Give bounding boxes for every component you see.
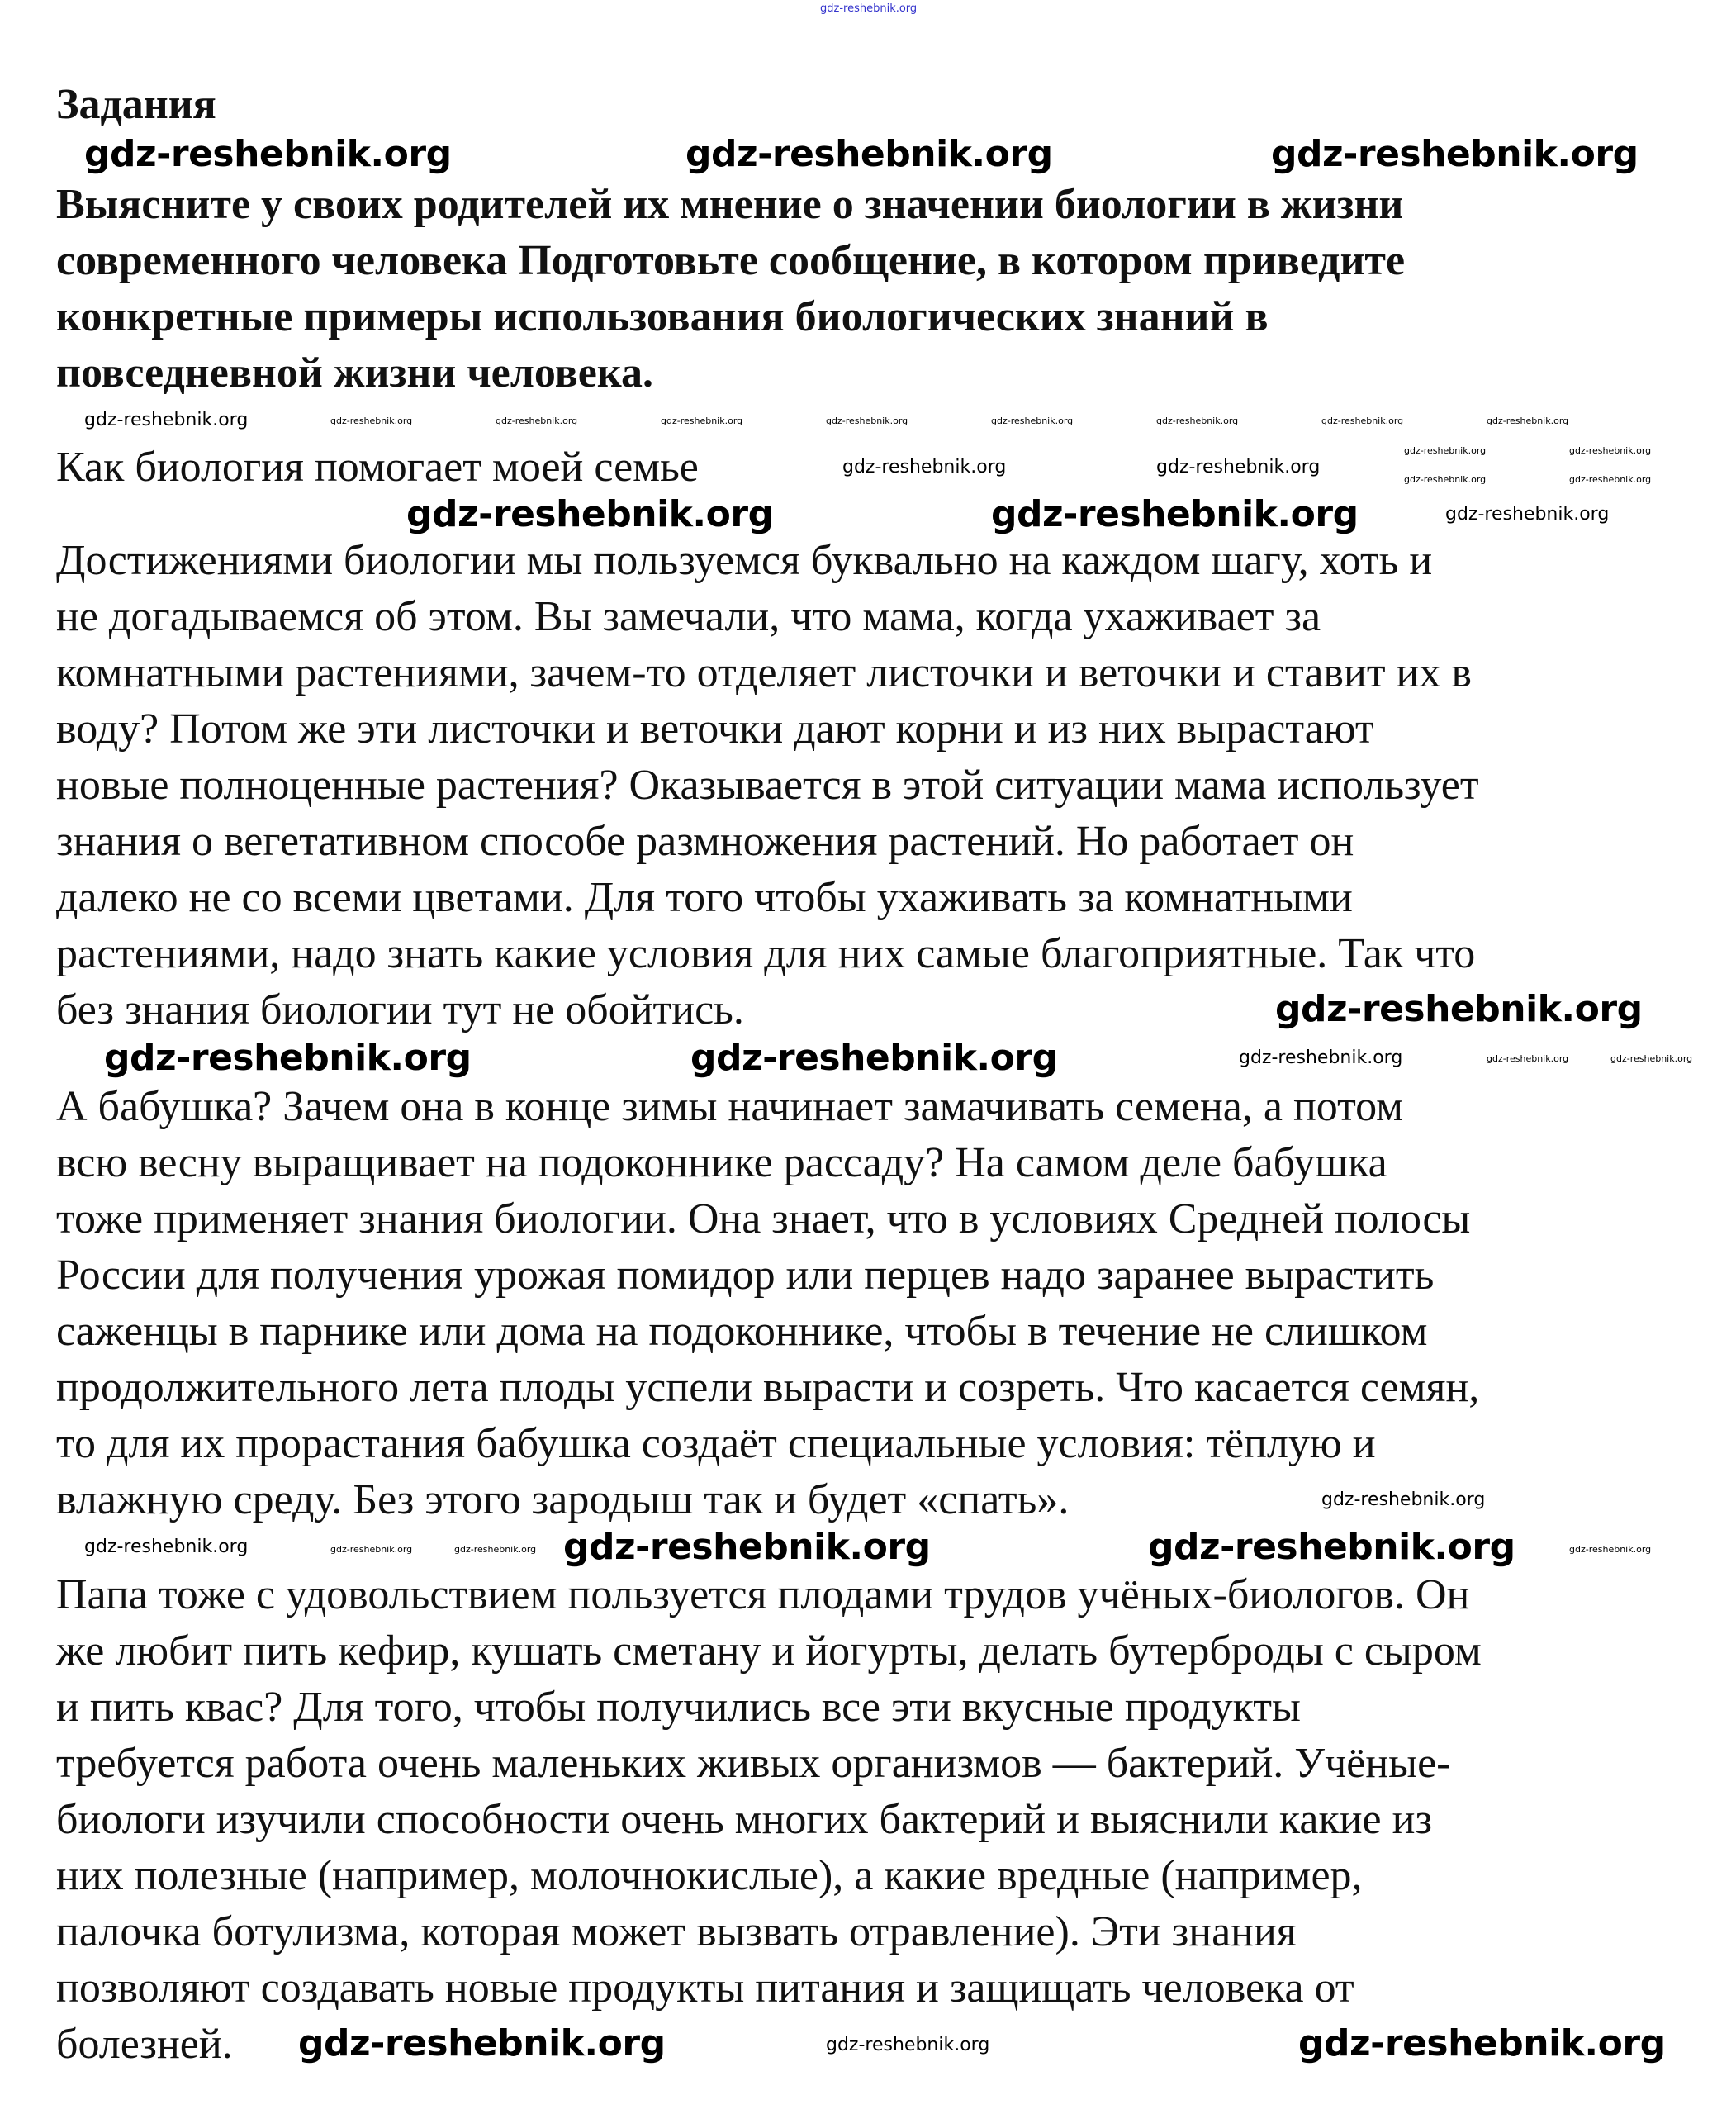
watermark: gdz-reshebnik.org — [1569, 474, 1652, 485]
text-line: палочка ботулизма, которая может вызвать отравление). Эти знания — [56, 1908, 1297, 1955]
watermark: gdz-reshebnik.org — [84, 133, 452, 175]
watermark: gdz-reshebnik.org — [1445, 504, 1610, 525]
text-line: и пить квас? Для того, чтобы получились все эти вкусные продукты — [56, 1684, 1301, 1731]
text-line: позволяют создавать новые продукты питания и защищать человека от — [56, 1964, 1354, 2012]
watermark: gdz-reshebnik.org — [1148, 1526, 1515, 1568]
text-line: растениями, надо знать какие условия для них самые благоприятные. Так что — [56, 930, 1476, 977]
text-line: биологи изучили способности очень многих бактерий и выяснили какие из — [56, 1796, 1432, 1843]
text-line: продолжительного лета плоды успели вырасти и созреть. Что касается семян, — [56, 1364, 1480, 1411]
text-line: требуется работа очень маленьких живых организмов — бактерий. Учёные- — [56, 1740, 1451, 1787]
task-line: Выясните у своих родителей их мнение о значении биологии в жизни — [56, 181, 1404, 228]
task-text — [56, 177, 1405, 401]
text-line: Достижениями биологии мы пользуемся буквально на каждом шагу, хоть и — [56, 537, 1433, 584]
text-line: знания о вегетативном способе размножения растений. Но работает он — [56, 818, 1354, 865]
watermark: gdz-reshebnik.org — [826, 2035, 990, 2055]
text-line: комнатными растениями, зачем-то отделяет листочки и веточки и ставит их в — [56, 649, 1472, 696]
text-line: саженцы в парнике или дома на подоконнике, чтобы в течение не слишком — [56, 1308, 1428, 1355]
watermark: gdz-reshebnik.org — [1610, 1053, 1693, 1064]
task-line: современного человека Подготовьте сообщение, в котором приведите — [56, 237, 1406, 284]
watermark: gdz-reshebnik.org — [406, 493, 774, 535]
paragraph-mom — [56, 533, 1479, 1038]
text-line: России для получения урожая помидор или перцев надо заранее вырастить — [56, 1252, 1435, 1299]
answer-heading: Как биология помогает моей семье — [56, 444, 699, 491]
watermark: gdz-reshebnik.org — [84, 410, 249, 430]
task-line: конкретные примеры использования биологических знаний в — [56, 293, 1269, 340]
watermark: gdz-reshebnik.org — [685, 133, 1053, 175]
watermark: gdz-reshebnik.org — [1275, 988, 1643, 1030]
text-line: тоже применяет знания биологии. Она знает, что в условиях Средней полосы — [56, 1195, 1471, 1242]
watermark: gdz-reshebnik.org — [991, 493, 1359, 535]
watermark: gdz-reshebnik.org — [1239, 1047, 1403, 1068]
watermark: gdz-reshebnik.org — [104, 1037, 472, 1079]
watermark: gdz-reshebnik.org — [496, 416, 578, 426]
watermark: gdz-reshebnik.org — [298, 2022, 666, 2064]
watermark: gdz-reshebnik.org — [563, 1526, 931, 1568]
text-line: Папа тоже с удовольствием пользуется плодами трудов учёных-биологов. Он — [56, 1571, 1470, 1618]
paragraph-grandma — [56, 1079, 1479, 1528]
text-line: без знания биологии тут не обойтись. — [56, 986, 744, 1033]
watermark: gdz-reshebnik.org — [84, 1537, 249, 1557]
watermark: gdz-reshebnik.org — [991, 416, 1074, 426]
watermark: gdz-reshebnik.org — [842, 457, 1007, 477]
watermark: gdz-reshebnik.org — [661, 416, 743, 426]
watermark: gdz-reshebnik.org — [1487, 416, 1569, 426]
watermark: gdz-reshebnik.org — [1298, 2022, 1666, 2064]
paragraph-dad — [56, 1567, 1482, 2073]
text-line: же любит пить кефир, кушать сметану и йогурты, делать бутерброды с сыром — [56, 1627, 1482, 1675]
watermark: gdz-reshebnik.org — [1569, 1544, 1652, 1555]
watermark: gdz-reshebnik.org — [330, 416, 413, 426]
text-line: далеко не со всеми цветами. Для того чтобы ухаживать за комнатными — [56, 874, 1353, 921]
watermark: gdz-reshebnik.org — [1487, 1053, 1569, 1064]
watermark: gdz-reshebnik.org — [820, 2, 918, 15]
text-line: новые полноценные растения? Оказывается в этой ситуации мама использует — [56, 762, 1479, 809]
page-title: Задания — [56, 81, 216, 128]
watermark: gdz-reshebnik.org — [1271, 133, 1639, 175]
text-line: воду? Потом же эти листочки и веточки дают корни и из них вырастают — [56, 705, 1374, 753]
text-line: не догадываемся об этом. Вы замечали, что мама, когда ухаживает за — [56, 593, 1321, 640]
text-line: всю весну выращивает на подоконнике рассаду? На самом деле бабушка — [56, 1139, 1387, 1186]
watermark: gdz-reshebnik.org — [330, 1544, 413, 1555]
watermark: gdz-reshebnik.org — [1321, 416, 1404, 426]
text-line: то для их прорастания бабушка создаёт специальные условия: тёплую и — [56, 1420, 1376, 1467]
watermark: gdz-reshebnik.org — [1156, 416, 1239, 426]
watermark: gdz-reshebnik.org — [1404, 445, 1487, 456]
text-line: влажную среду. Без этого зародыш так и будет «спать». — [56, 1476, 1070, 1523]
text-line: А бабушка? Зачем она в конце зимы начинает замачивать семена, а потом — [56, 1083, 1404, 1130]
text-line: болезней. — [56, 2021, 233, 2068]
watermark: gdz-reshebnik.org — [1569, 445, 1652, 456]
watermark: gdz-reshebnik.org — [690, 1037, 1058, 1079]
watermark: gdz-reshebnik.org — [826, 416, 908, 426]
watermark: gdz-reshebnik.org — [1404, 474, 1487, 485]
text-line: них полезные (например, молочнокислые), а какие вредные (например, — [56, 1852, 1363, 1899]
watermark: gdz-reshebnik.org — [1156, 457, 1321, 477]
task-line: повседневной жизни человека. — [56, 349, 653, 397]
watermark: gdz-reshebnik.org — [1321, 1489, 1486, 1510]
watermark: gdz-reshebnik.org — [454, 1544, 537, 1555]
